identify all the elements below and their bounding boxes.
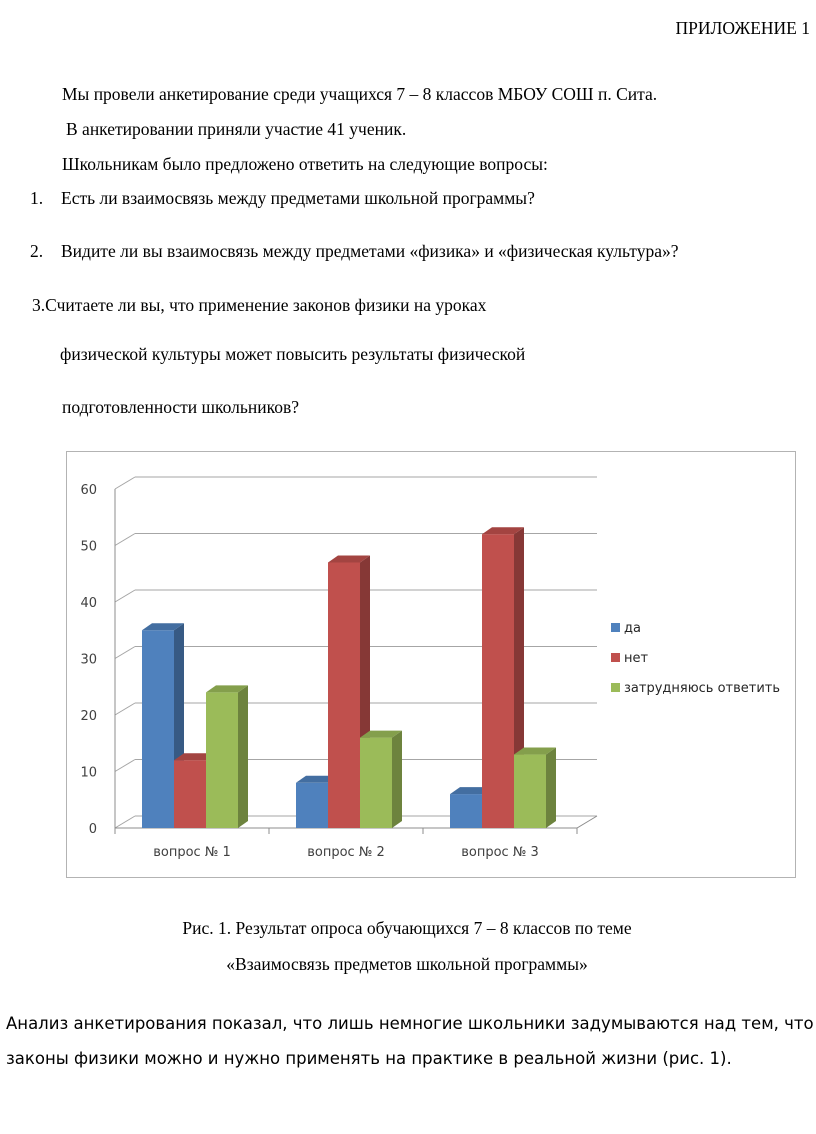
- bar-1-2-front: [174, 760, 206, 828]
- analysis-line-1: Анализ анкетирования показал, что лишь немногие школьники задумываются над тем, что: [6, 1014, 814, 1033]
- y-tick-label: 20: [80, 709, 97, 724]
- legend-label: нет: [624, 651, 649, 666]
- gridline-side: [115, 590, 135, 602]
- gridline-side: [115, 760, 135, 772]
- legend-swatch: [611, 683, 620, 692]
- gridline-side: [115, 703, 135, 715]
- bar-2-2-front: [328, 562, 360, 828]
- gridline-side: [115, 534, 135, 546]
- y-tick-label: 60: [80, 483, 97, 498]
- legend-swatch: [611, 623, 620, 632]
- bar-1-3-side: [238, 685, 248, 828]
- y-tick-label: 30: [80, 652, 97, 668]
- legend-label: да: [624, 621, 641, 636]
- question-1-text: Есть ли взаимосвязь между предметами школьной программы?: [61, 188, 535, 208]
- y-tick-label: 10: [80, 765, 97, 781]
- bar-1-3-front: [206, 692, 238, 828]
- bar-2-1-front: [296, 783, 328, 828]
- y-tick-label: 40: [80, 596, 97, 611]
- question-3-line-1: 3.Считаете ли вы, что применение законов физики на уроках: [32, 295, 487, 315]
- intro-line-3: Школьникам было предложено ответить на следующие вопросы:: [62, 154, 548, 174]
- y-tick-label: 0: [88, 822, 97, 837]
- bar-3-3-front: [514, 755, 546, 828]
- appendix-label: ПРИЛОЖЕНИЕ 1: [675, 18, 810, 38]
- question-2-text: Видите ли вы взаимосвязь между предметами «физика» и «физическая культура»?: [61, 241, 679, 261]
- question-1-number: 1.: [30, 188, 44, 208]
- figure-caption-line-1: Рис. 1. Результат опроса обучающихся 7 – 8 классов по теме: [182, 918, 632, 938]
- analysis-line-2: законы физики можно и нужно применять на практике в реальной жизни (рис. 1).: [6, 1049, 732, 1068]
- gridline-side: [115, 647, 135, 659]
- legend-label: затрудняюсь ответить: [624, 681, 781, 696]
- question-2-number: 2.: [30, 241, 44, 261]
- bar-3-2-front: [482, 534, 514, 828]
- chart-frame: [66, 451, 796, 878]
- x-category-label: вопрос № 1: [153, 845, 231, 860]
- bar-2-3-front: [360, 738, 392, 828]
- x-category-label: вопрос № 2: [307, 845, 385, 860]
- gridline-side: [115, 816, 135, 828]
- bar-3-3-side: [546, 748, 556, 828]
- question-3-line-3: подготовленности школьников?: [62, 397, 299, 417]
- y-tick-label: 50: [80, 539, 97, 555]
- bar-2-3-side: [392, 731, 402, 828]
- intro-line-1: Мы провели анкетирование среди учащихся 7 – 8 классов МБОУ СОШ п. Сита.: [62, 84, 658, 104]
- bar-3-1-front: [450, 794, 482, 828]
- intro-line-2: В анкетировании приняли участие 41 ученик.: [66, 119, 407, 139]
- legend-swatch: [611, 653, 620, 662]
- question-3-line-2: физической культуры может повысить результаты физической: [60, 344, 526, 364]
- bar-1-1-front: [142, 630, 174, 828]
- question-1: [30, 188, 535, 209]
- gridline-side: [115, 477, 135, 489]
- question-2: [30, 241, 678, 262]
- bar-chart: [67, 452, 794, 876]
- x-category-label: вопрос № 3: [461, 845, 539, 860]
- figure-caption-line-2: «Взаимосвязь предметов школьной программы»: [226, 954, 588, 974]
